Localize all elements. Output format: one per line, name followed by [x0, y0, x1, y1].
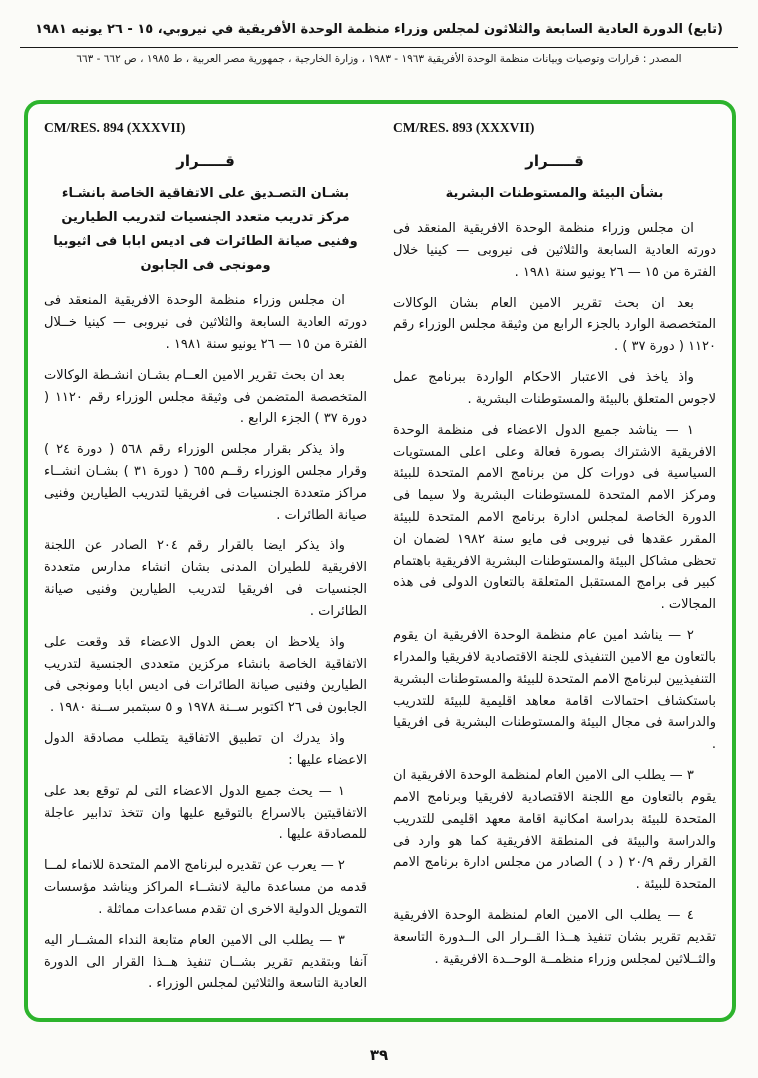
resolution-column-893	[393, 120, 716, 1008]
paragraph: ٣ — يطلب الى الامين العام متابعة النداء المشــار اليه آنفا وبتقديم تقرير بشــان تنفيذ هــذا القرار الى الدورة العادية التاسعة والثلاثين لمجلس الوزراء .	[44, 932, 367, 992]
paragraph: ١ — يحث جميع الدول الاعضاء التى لم توقع بعد على الاتفاقيتين بالاسراع بالتوقيع عليها وان تتخذ تدابير عاجلة للمصادقة عليها .	[44, 783, 367, 843]
resolution-title-894: بشـان التصـديق على الاتفاقية الخاصة بانشـاء مركز تدريب متعدد الجنسيات لتدريب الطيارين وفنيى صيانة الطائرات فى اديس ابابا فى اثيوبيا ومونجى فى الجابون	[53, 186, 358, 274]
paragraph: ٢ — يناشد امين عام منظمة الوحدة الافريقية ان يقوم بالتعاون مع الامين التنفيذى للجنة الاقتصادية لافريقيا والمدراء التنفيذيين لبرنامج الامم المتحدة للبيئة والمستوطنات البشرية باستكشاف احتمالات اقامة معاهد اقليمية للبيئة للتدريب والدراسة فى مجال البيئة والمستوطنات البشرية فى افريقيا .	[393, 628, 716, 753]
resolution-title-893: بشأن البيئة والمستوطنات البشرية	[445, 186, 664, 201]
paragraph: واذ يلاحظ ان بعض الدول الاعضاء قد وقعت على الاتفاقية الخاصة بانشاء مركزين متعددى الجنسية لتدريب الطيارين وفنيى صيانة الطائرات فى اديس ابابا ومونجى فى الجابون فى ٢٦ اكتوبر ســنة ١٩٧٨ و ٥ سبتمبر ســنة ١٩٨٠ .	[44, 634, 367, 716]
session-header-line: (تابع) الدورة العادية السابعة والثلاثون لمجلس وزراء منظمة الوحدة الأفريقية في نيروبي، ١٥ - ٢٦ يونيه ١٩٨١	[35, 22, 723, 37]
paragraph: واذ ياخذ فى الاعتبار الاحكام الواردة ببرنامج عمل لاجوس المتعلق بالبيئة والمستوطنات البشرية .	[393, 370, 716, 407]
paragraph: ٢ — يعرب عن تقديره لبرنامج الامم المتحدة للانماء لمــا قدمه من مساعدة مالية لانشــاء المراكز ويناشد مؤسسات التمويل الدولية الاخرى ان تقدم مساعدات مماثلة .	[44, 858, 367, 917]
page-header	[0, 0, 758, 65]
resolution-body-894	[44, 290, 367, 995]
paragraph: واذ يدرك ان تطبيق الاتفاقية يتطلب مصادقة الدول الاعضاء عليها :	[44, 731, 367, 768]
resolution-heading-893: قـــــرار	[525, 152, 584, 170]
resolution-heading-894: قـــــرار	[176, 152, 235, 170]
paragraph: بعد ان بحث تقرير الامين العام بشان الوكالات المتخصصة الوارد بالجزء الرابع من وثيقة مجلس الوزراء رقم ١١٢٠ ( دورة ٣٧ ) .	[393, 295, 716, 355]
paragraph: ان مجلس وزراء منظمة الوحدة الافريقية المنعقد فى دورته العادية السابعة والثلاثين فى نيروبى — كينيا خلال الفترة من ١٥ — ٢٦ يونيو سنة ١٩٨١ .	[393, 221, 716, 280]
paragraph: ٤ — يطلب الى الامين العام لمنظمة الوحدة الافريقية تقديم تقرير بشان تنفيذ هــذا القــرار الى الــدورة التاسعة والثــلاثين لمجلس وزراء منظمــة الوحــدة الافريقية .	[393, 908, 716, 967]
page-number: ٣٩	[369, 1046, 389, 1064]
paragraph: ١ — يناشد جميع الدول الاعضاء فى منظمة الوحدة الافريقية الاشتراك بصورة فعالة وعلى اعلى المستويات السياسية فى دورات كل من برنامج الامم المتحدة للبيئة ومركز الامم المتحدة للمستوطنات البشرية ولا سيما فى الدورة الخاصة لمجلس ادارة برنامج الامم المتحدة للبيئة المقرر عقدها فى نيروبى فى مايو سنة ١٩٨٢ لضمان ان تحظى مشاكل البيئة والمستوطنات البشرية الافريقية باهتمام كبير فى برامج المستقبل المتعلقة بالتعاون الدولى فى هذه المجالات .	[393, 422, 716, 613]
document-frame	[24, 100, 736, 1022]
paragraph: واذ يذكر ايضا بالقرار رقم ٢٠٤ الصادر عن اللجنة الافريقية للطيران المدنى بشان انشاء مدارس متعددة الجنسيات فى افريقيا لتدريب الطيارين وفنيى صيانة الطائرات .	[44, 538, 367, 619]
paragraph: ان مجلس وزراء منظمة الوحدة الافريقية المنعقد فى دورته العادية السابعة والثلاثين فى نيروبى — كينيا خــلال الفترة من ١٥ — ٢٦ يونيو سنة ١٩٨١ .	[44, 293, 367, 352]
source-citation-line: المصدر : قرارات وتوصيات وبيانات منظمة الوحدة الأفريقية ١٩٦٣ - ١٩٨٣ ، وزارة الخارجية ، جمهورية مصر العربية ، ط ١٩٨٥ ، ص ٦٦٢ - ٦٦٣	[76, 52, 682, 65]
paragraph: بعد ان بحث تقرير الامين العــام بشـان انشـطة الوكالات المتخصصة المتضمن فى وثيقة مجلس الوزراء رقم ١١٢٠ ( دورة ٣٧ ) الجزء الرابع .	[44, 367, 367, 427]
paragraph: واذ يذكر بقرار مجلس الوزراء رقم ٥٦٨ ( دورة ٢٤ ) وقرار مجلس الوزراء رقــم ٦٥٥ ( دورة ٣١ ) بشـان انشــاء مراكز متعددة الجنسيات فى افريقيا لتدريب الطيارين وفنيى صيانة الطائرات .	[44, 442, 367, 523]
resolution-ref-893: CM/RES. 893 (XXXVII)	[393, 120, 535, 135]
resolution-column-894	[44, 120, 367, 1008]
resolution-body-893	[393, 218, 716, 971]
resolution-ref-894: CM/RES. 894 (XXXVII)	[44, 120, 186, 135]
paragraph: ٣ — يطلب الى الامين العام لمنظمة الوحدة الافريقية ان يقوم بالتعاون مع اللجنة الاقتصادية لافريقيا وبرنامج الامم المتحدة للبيئة بدراسة امكانية اقامة معهد اقليمى للتدريب والدراسة والبيئة فى المنطقة الافريقية كما هو وارد فى القرار رقم ٢٠/٩ ( د ) الصادر من مجلس ادارة برنامج الامم المتحدة للبيئة .	[393, 768, 717, 893]
resolution-columns	[44, 120, 716, 1008]
header-divider	[20, 47, 738, 48]
